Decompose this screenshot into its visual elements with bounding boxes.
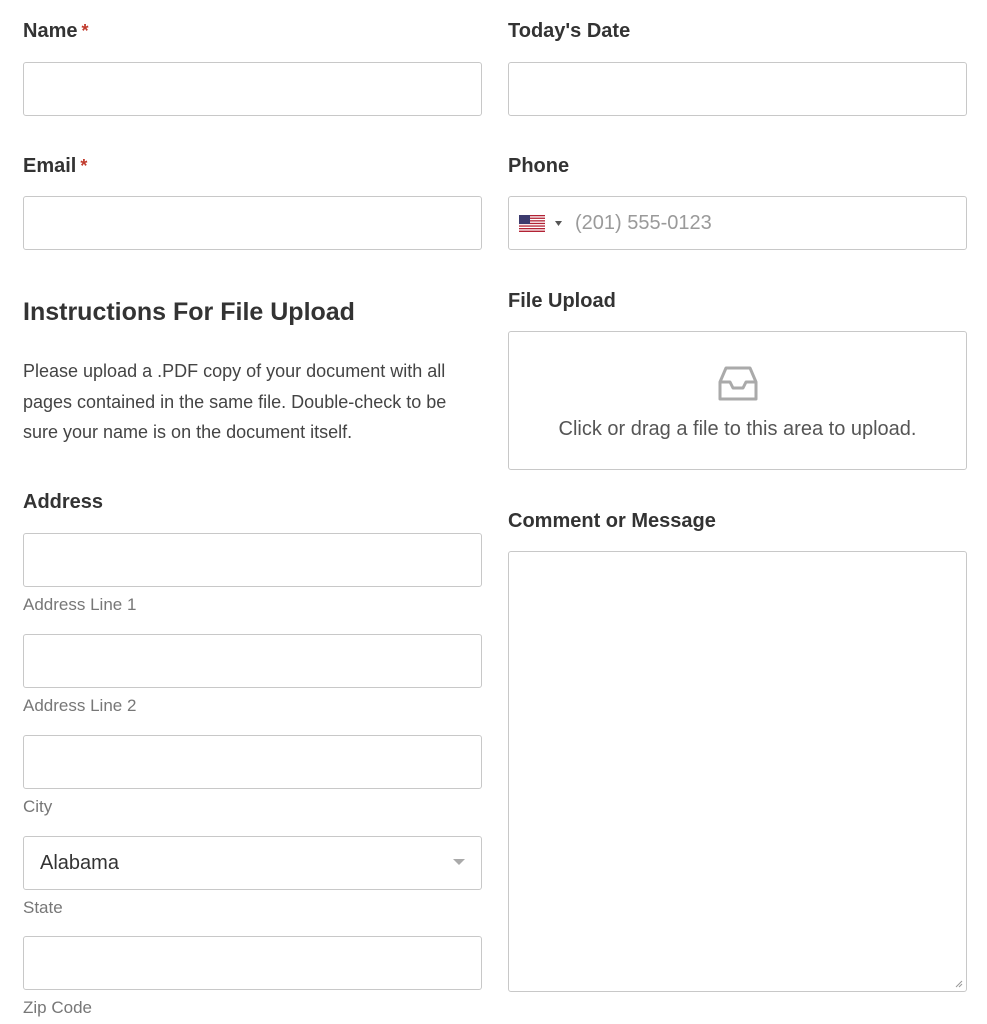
phone-label: Phone (508, 155, 570, 177)
instructions-text (23, 356, 488, 448)
city-input[interactable] (23, 735, 482, 789)
required-mark: * (80, 156, 88, 176)
address-line2-sublabel: Address Line 2 (23, 696, 137, 715)
instructions-line: sure your name is on the document itself. (23, 422, 353, 442)
state-select[interactable] (23, 836, 482, 890)
address-line1-sublabel: Address Line 1 (23, 595, 137, 614)
zip-input[interactable] (23, 936, 482, 990)
state-sublabel: State (23, 898, 63, 917)
file-upload-prompt: Click or drag a file to this area to upload. (558, 418, 917, 440)
inbox-icon (718, 365, 758, 403)
comment-textarea[interactable] (508, 551, 967, 992)
chevron-down-icon (452, 858, 466, 867)
phone-input[interactable] (508, 196, 967, 250)
us-flag-icon (519, 215, 545, 232)
address-line2-input[interactable] (23, 634, 482, 688)
name-label-text: Name (23, 20, 78, 42)
caret-down-icon (555, 221, 562, 226)
name-input[interactable] (23, 62, 482, 116)
name-label (23, 19, 89, 43)
state-select-value: Alabama (40, 852, 119, 874)
zip-sublabel: Zip Code (23, 998, 92, 1017)
city-sublabel: City (23, 797, 53, 816)
file-upload-dropzone[interactable] (508, 331, 967, 470)
phone-placeholder: (201) 555-0123 (575, 212, 712, 234)
country-selector[interactable] (519, 215, 562, 233)
todays-date-input[interactable] (508, 62, 967, 116)
instructions-heading: Instructions For File Upload (23, 298, 355, 326)
email-input[interactable] (23, 196, 482, 250)
address-line1-input[interactable] (23, 533, 482, 587)
todays-date-label: Today's Date (508, 20, 631, 42)
required-mark: * (81, 21, 89, 41)
instructions-line: pages contained in the same file. Double-check to be (23, 391, 447, 412)
comment-label: Comment or Message (508, 510, 716, 532)
email-label-text: Email (23, 155, 77, 177)
address-label: Address (23, 491, 104, 513)
instructions-line: Please upload a .PDF copy of your document with all (23, 361, 446, 381)
resize-handle-icon[interactable] (955, 980, 963, 988)
email-label (23, 154, 87, 178)
file-upload-label: File Upload (508, 290, 616, 312)
